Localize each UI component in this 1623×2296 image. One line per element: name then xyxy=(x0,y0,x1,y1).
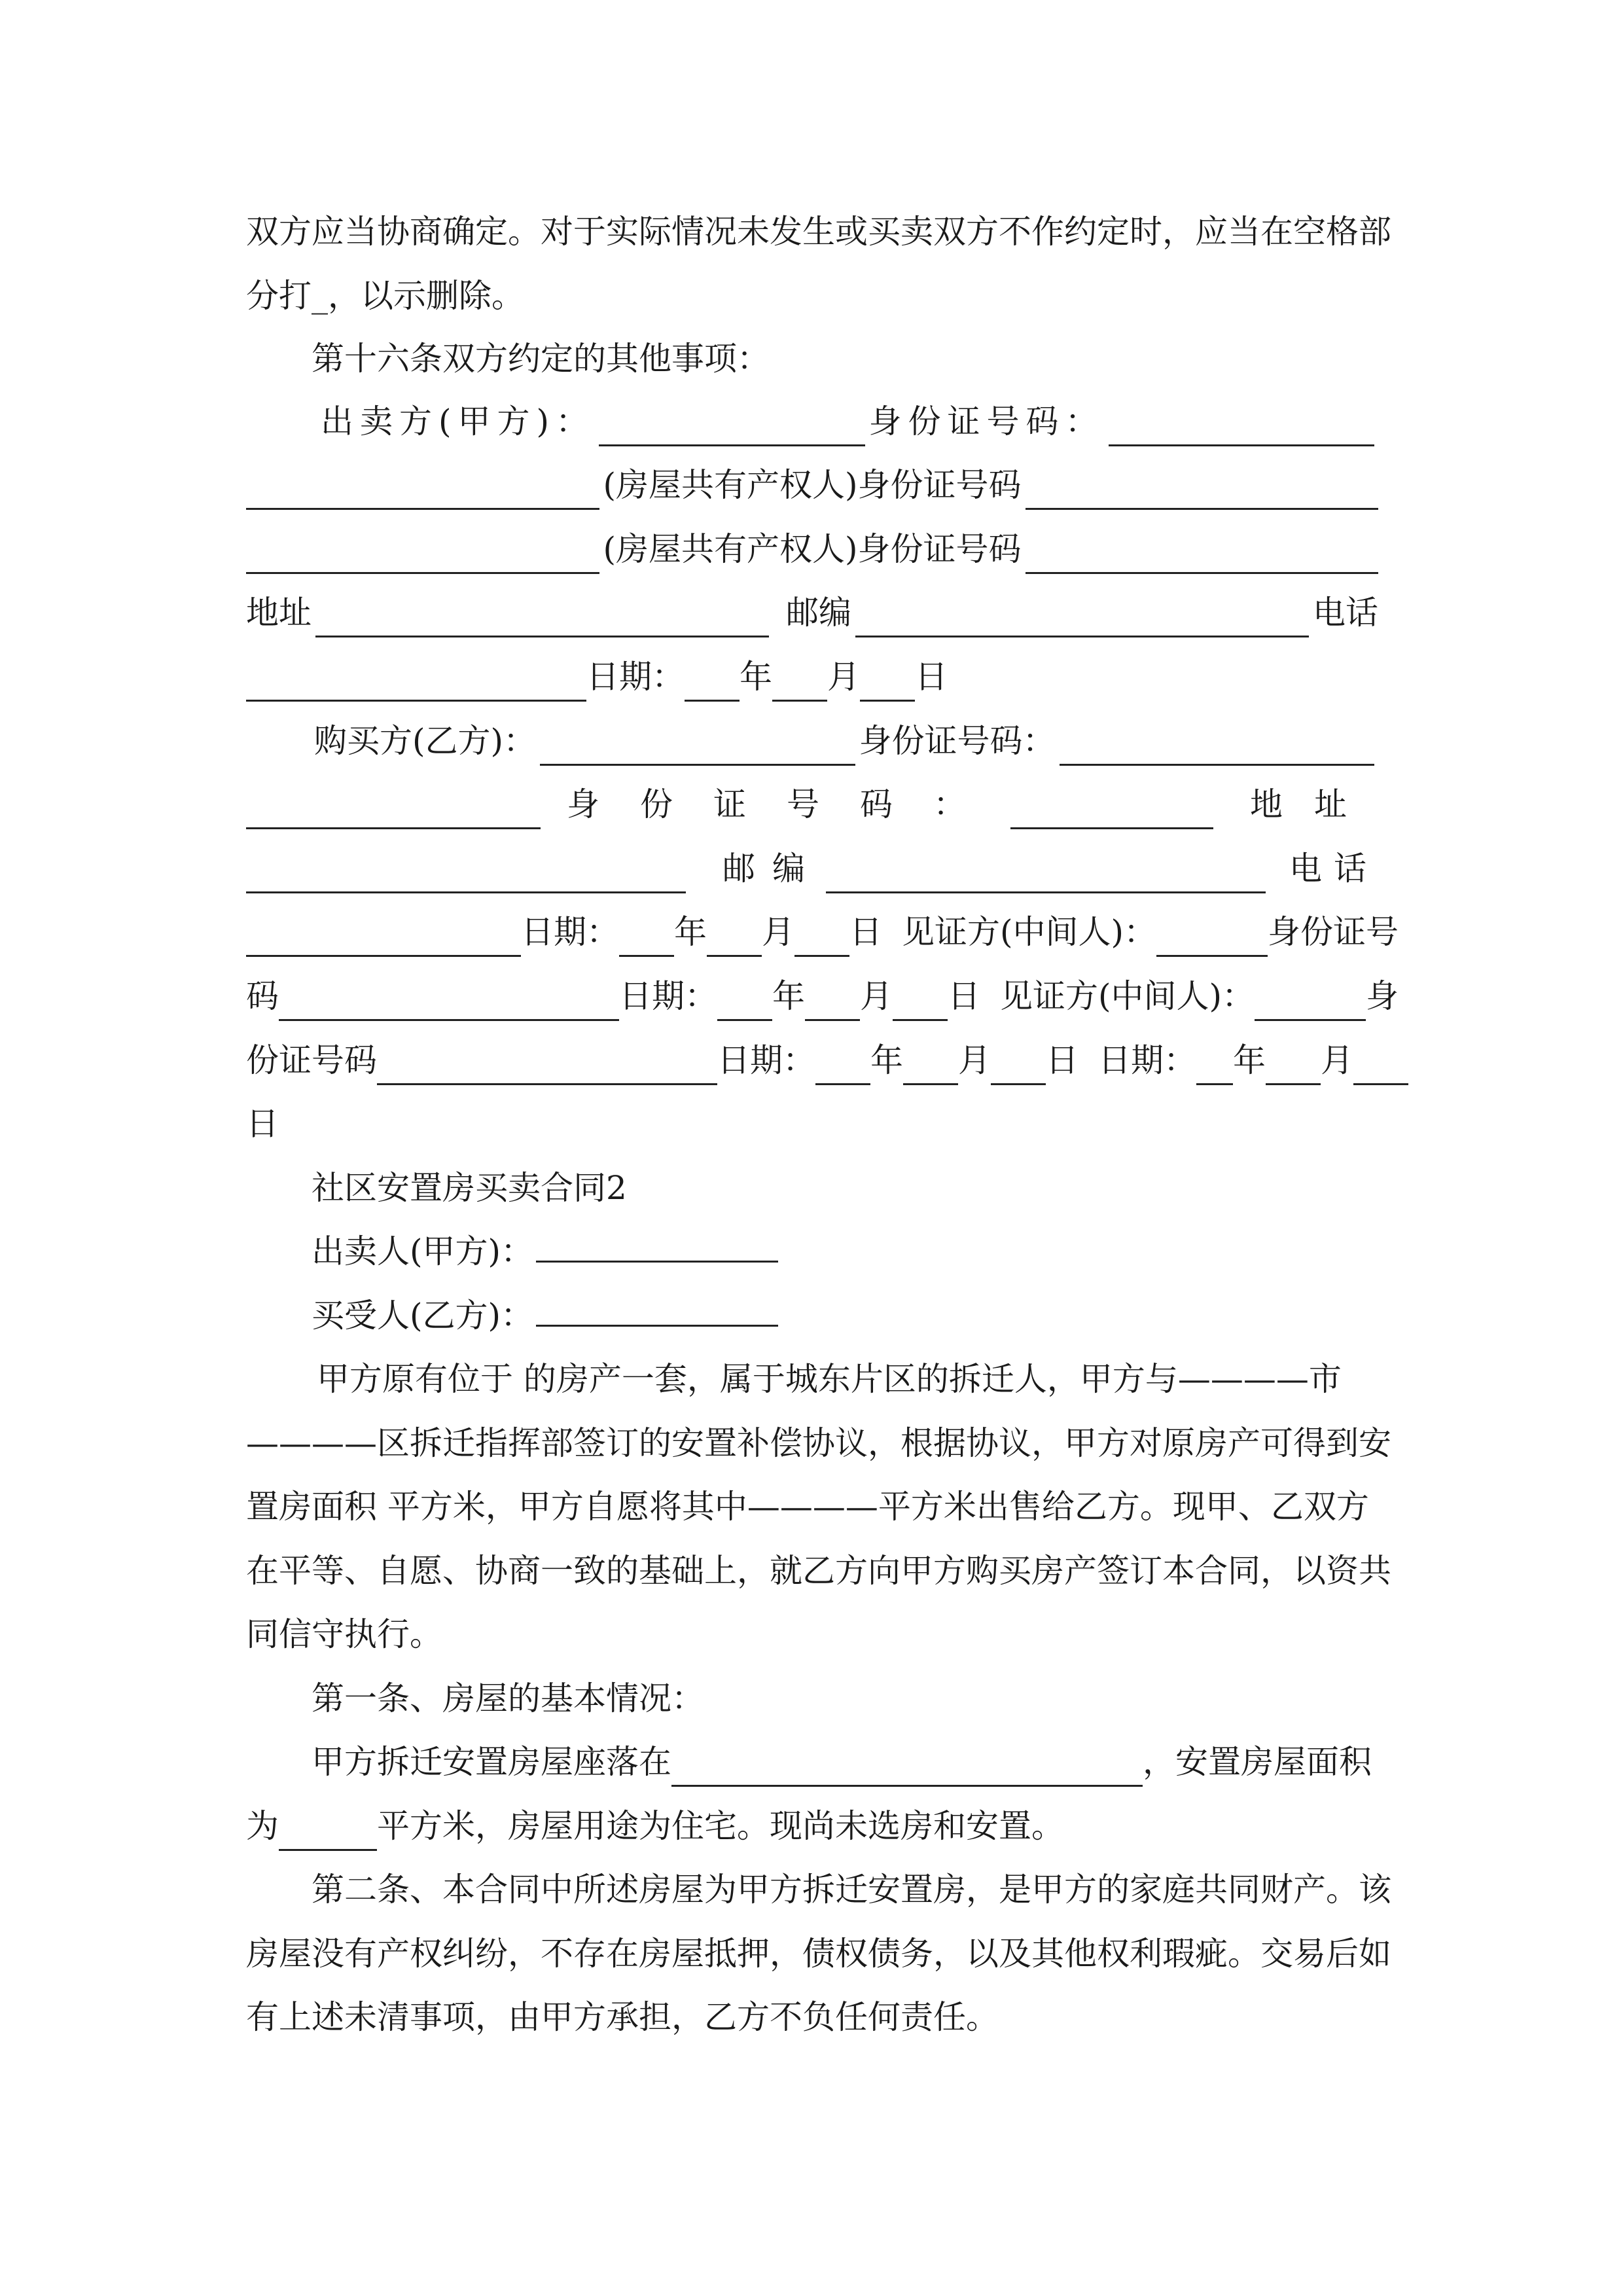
day-blank xyxy=(893,986,948,1021)
witness-id-blank xyxy=(377,1050,717,1085)
paragraph-line: 同信守执行。 xyxy=(246,1615,442,1653)
address-label-spaced: 地址 xyxy=(1250,785,1378,823)
paragraph-line: 有上述未清事项，由甲方承担，乙方不负任何责任。 xyxy=(246,1998,999,2036)
paragraph-line: 双方应当协商确定。对于实际情况未发生或买卖双方不作约定时，应当在空格部 xyxy=(246,213,1391,251)
postcode-label: 邮编 xyxy=(786,594,851,632)
article-1-text: 为 xyxy=(246,1807,279,1845)
buyer2-label: 买受人(乙方)： xyxy=(312,1297,534,1335)
address-blank xyxy=(315,599,769,637)
month-blank xyxy=(1266,1050,1321,1085)
coowner-id-blank xyxy=(1026,535,1379,574)
paragraph-line: 分打_，以示删除。 xyxy=(246,277,524,315)
seller-row xyxy=(321,397,1378,446)
date-label: 日期： xyxy=(619,977,717,1015)
postcode-blank xyxy=(855,599,1309,637)
witness-name-blank xyxy=(1255,986,1366,1021)
day-label: 日 xyxy=(948,977,980,1015)
id-label-part: 码 xyxy=(246,977,279,1015)
article-1-text: 平方米，房屋用途为住宅。现尚未选房和安置。 xyxy=(377,1807,1064,1845)
buyer-id-row xyxy=(246,780,1378,829)
id-label-part: 份证号码 xyxy=(246,1041,377,1079)
month-blank xyxy=(707,922,762,957)
paragraph-line: 房屋没有产权纠纷，不存在房屋抵押，债权债务，以及其他权利瑕疵。交易后如 xyxy=(246,1935,1391,1973)
year-blank xyxy=(685,667,740,702)
buyer-date-row xyxy=(246,907,1399,957)
id-label-part: 身 xyxy=(1366,977,1399,1015)
year-label: 年 xyxy=(1233,1041,1266,1079)
seller-address-row xyxy=(246,588,1378,637)
buyer-row xyxy=(314,716,1378,766)
seller-date-row xyxy=(246,652,1378,702)
year-blank xyxy=(815,1050,870,1085)
witness-row-2 xyxy=(246,1035,1378,1085)
day-label: 日 xyxy=(849,913,882,951)
seller2-label: 出卖人(甲方)： xyxy=(312,1232,534,1270)
month-blank xyxy=(772,667,827,702)
year-label: 年 xyxy=(674,913,707,951)
article-16-heading: 第十六条双方约定的其他事项： xyxy=(312,340,770,378)
day-blank xyxy=(1353,1050,1408,1085)
coowner-name-blank xyxy=(246,535,599,574)
month-label: 月 xyxy=(1321,1041,1353,1079)
article-1-row xyxy=(312,1737,1378,1787)
day-label: 日 xyxy=(915,658,948,696)
day-blank xyxy=(991,1050,1046,1085)
buyer-name-blank xyxy=(540,727,855,766)
buyer-id-blank xyxy=(1060,727,1375,766)
phone-label: 电话 xyxy=(1313,594,1378,632)
witness-label: 见证方(中间人)： xyxy=(1000,977,1255,1015)
coowner-name-blank xyxy=(246,471,599,510)
id-label: 身份证号码： xyxy=(868,403,1105,440)
year-label: 年 xyxy=(740,658,772,696)
buyer-label: 购买方(乙方)： xyxy=(314,722,537,760)
buyer2-blank xyxy=(536,1292,778,1327)
paragraph-line: 置房面积 平方米，甲方自愿将其中————平方米出售给乙方。现甲、乙双方 xyxy=(246,1488,1369,1526)
month-label: 月 xyxy=(762,913,794,951)
coowner-id-label: (房屋共有产权人)身份证号码 xyxy=(603,466,1022,504)
witness-label: 见证方(中间人)： xyxy=(902,913,1157,951)
address-blank xyxy=(246,855,686,893)
contract-title: 社区安置房买卖合同2 xyxy=(312,1169,627,1207)
article-1-text: ，安置房屋面积 xyxy=(1143,1743,1372,1781)
paragraph-line: 在平等、自愿、协商一致的基础上，就乙方向甲方购买房产签订本合同，以资共 xyxy=(246,1552,1391,1590)
phone-blank xyxy=(246,667,586,702)
coowner-id-blank xyxy=(1026,471,1379,510)
month-label: 月 xyxy=(860,977,893,1015)
coowner-id-blank xyxy=(1010,791,1213,829)
day-label: 日 xyxy=(1046,1041,1079,1079)
paragraph-line: 第二条、本合同中所述房屋为甲方拆迁安置房，是甲方的家庭共同财产。该 xyxy=(312,1871,1391,1909)
date-label: 日期： xyxy=(586,658,685,696)
date-label: 日期： xyxy=(717,1041,815,1079)
id-label-spaced: 身份证号码： xyxy=(567,785,1007,823)
month-blank xyxy=(805,986,860,1021)
seller2-blank xyxy=(536,1228,778,1263)
seller-label: 出卖方(甲方)： xyxy=(321,403,596,440)
month-label: 月 xyxy=(827,658,860,696)
buyer-address-row xyxy=(246,844,1378,893)
location-blank xyxy=(671,1752,1143,1787)
month-blank xyxy=(903,1050,958,1085)
date-label: 日期： xyxy=(1098,1041,1196,1079)
year-label: 年 xyxy=(870,1041,903,1079)
area-blank xyxy=(279,1816,377,1851)
article-1-row-2 xyxy=(246,1801,1378,1851)
postcode-label-spaced: 邮编 xyxy=(722,850,822,888)
coowner-row-1 xyxy=(246,460,1378,510)
day-label: 日 xyxy=(246,1105,279,1143)
buyer2-row xyxy=(312,1291,1378,1340)
id-label-part: 身份证号 xyxy=(1268,913,1399,951)
year-blank xyxy=(1196,1050,1233,1085)
coowner-id-label: (房屋共有产权人)身份证号码 xyxy=(603,530,1022,568)
article-1-text: 甲方拆迁安置房屋座落在 xyxy=(312,1743,671,1781)
seller-name-blank xyxy=(599,408,865,446)
year-blank xyxy=(619,922,674,957)
date-label: 日期： xyxy=(521,913,619,951)
witness-row-1 xyxy=(246,971,1399,1021)
address-label: 地址 xyxy=(246,594,312,632)
seller-id-blank xyxy=(1109,408,1375,446)
article-1-heading: 第一条、房屋的基本情况： xyxy=(312,1679,704,1717)
coowner-row-2 xyxy=(246,524,1378,574)
month-label: 月 xyxy=(958,1041,991,1079)
day-blank xyxy=(860,667,915,702)
year-blank xyxy=(717,986,772,1021)
phone-blank xyxy=(246,922,521,957)
seller2-row xyxy=(312,1227,1378,1276)
day-blank xyxy=(794,922,849,957)
paragraph-line: ————区拆迁指挥部签订的安置补偿协议，根据协议，甲方对原房产可得到安 xyxy=(246,1424,1391,1462)
witness-name-blank xyxy=(1156,922,1268,957)
witness-id-blank xyxy=(279,986,619,1021)
paragraph-line: 甲方原有位于 的房产一套，属于城东片区的拆迁人，甲方与————市 xyxy=(317,1360,1342,1398)
year-label: 年 xyxy=(772,977,805,1015)
postcode-blank xyxy=(826,855,1266,893)
buyer-id-blank-cont xyxy=(246,795,541,829)
id-label: 身份证号码： xyxy=(859,722,1056,760)
phone-label-spaced: 电话 xyxy=(1289,850,1378,888)
